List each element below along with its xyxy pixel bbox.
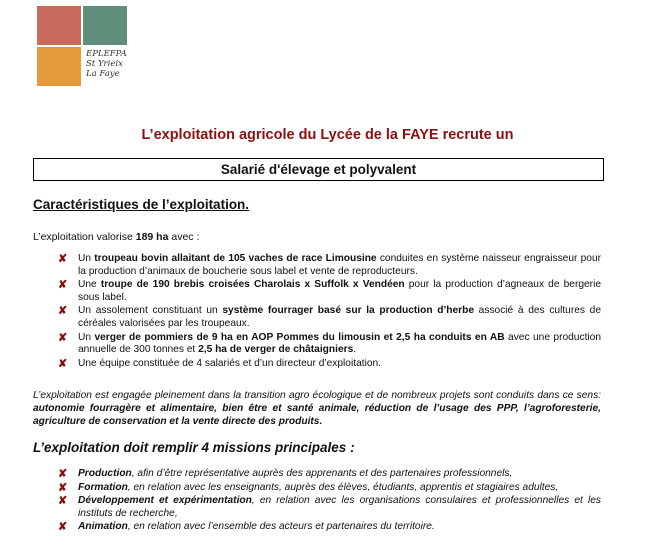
characteristic-item: [58, 358, 601, 371]
cross-bullet-icon: ✘: [58, 253, 68, 265]
text-run: conduites en système naisseur engraisseur pour la production d’animaux de boucherie sous label et vente de reproducteurs.: [78, 253, 602, 277]
text-run: , en relation avec les organisations consulaires et professionnelles et les instituts de recherche,: [78, 495, 601, 519]
bold-text: Animation: [78, 521, 128, 533]
job-title-box: [33, 158, 604, 181]
logo-tree-quadrant-orange: [37, 47, 81, 86]
intro-suffix: avec :: [168, 231, 200, 243]
mission-item: [58, 468, 601, 481]
section-title-characteristics: Caractéristiques de l’exploitation.: [33, 197, 250, 212]
text-run: Un assolement constituant un: [78, 305, 223, 317]
bold-text: Production: [78, 468, 132, 479]
cross-bullet-icon: ✘: [58, 279, 68, 292]
logo-line: EPLEFPA: [86, 49, 127, 59]
headline: L’exploitation agricole du Lycée de la FAYE recrute un: [141, 127, 514, 143]
text-run: avec une production annuelle de 300 tonnes et: [78, 331, 601, 356]
text-run: Une équipe constituée de 4 salariés et d’un directeur d’exploitation.: [78, 357, 381, 369]
characteristic-item: [58, 253, 601, 278]
intro-text: [33, 231, 199, 243]
cross-bullet-icon: ✘: [58, 481, 68, 494]
bold-text: autonomie fourragère et alimentaire, bien être et santé animale, réduction de l’usage des PPP, l’agroforesterie, agriculture de conservation et la vente directe des produits.: [33, 403, 601, 427]
logo-line: La Faye: [86, 69, 120, 79]
cross-bullet-icon: ✘: [58, 357, 68, 370]
cross-bullet-icon: ✘: [58, 495, 68, 508]
text-run: , en relation avec l’ensemble des acteurs et partenaires du territoire.: [127, 521, 435, 533]
text-run: Une: [78, 279, 101, 291]
mission-item: [58, 482, 601, 495]
characteristic-item: [58, 305, 601, 330]
job-title: Salarié d'élevage et polyvalent: [220, 162, 417, 177]
bold-text: Formation: [78, 481, 128, 493]
cross-bullet-icon: ✘: [58, 305, 68, 318]
text-run: Un: [78, 331, 95, 343]
bold-text: verger de pommiers de 9 ha en AOP Pommes du limousin et 2,5 ha conduits en AB: [94, 331, 505, 343]
text-run: pour la production d’agneaux de bergerie sous label.: [78, 279, 601, 303]
text-run: , en relation avec les enseignants, auprès des élèves, étudiants, apprentis et stagiaires adultes,: [127, 481, 559, 493]
cross-bullet-icon: ✘: [58, 521, 68, 534]
characteristic-item: [58, 279, 601, 304]
bold-text: système fourrager basé sur la production d’herbe: [222, 305, 475, 317]
logo-line: St Yrieix: [86, 59, 123, 69]
characteristics-list: [58, 253, 601, 371]
logo-tree-quadrant-green: [83, 6, 127, 45]
logo-text-quadrant: [83, 47, 127, 86]
cross-bullet-icon: ✘: [58, 468, 68, 480]
cross-bullet-icon: ✘: [58, 331, 68, 344]
text-run: associé à des cultures de céréales valorisées par les troupeaux.: [78, 305, 601, 329]
school-logo: [37, 6, 129, 91]
text-run: Un: [78, 253, 95, 264]
mission-item: [58, 521, 601, 534]
mission-item: [58, 495, 601, 520]
bold-text: Développement et expérimentation: [78, 495, 252, 507]
intro-prefix: L’exploitation valorise: [33, 231, 136, 243]
intro-area: 189 ha: [135, 231, 169, 243]
bold-text: 2,5 ha de verger de châtaigniers: [198, 344, 354, 356]
text-run: .: [353, 344, 357, 356]
text-run: , afin d’être représentative auprès des apprenants et des partenaires professionnels,: [131, 468, 513, 479]
bold-text: troupe de 190 brebis croisées Charolais x Suffolk x Vendéen: [100, 279, 405, 291]
section-title-missions: L’exploitation doit remplir 4 missions principales :: [33, 440, 355, 455]
logo-tree-quadrant-red: [37, 6, 81, 45]
bold-text: troupeau bovin allaitant de 105 vaches de race Limousine: [94, 253, 377, 264]
missions-list: [58, 468, 601, 535]
text-run: L’exploitation est engagée pleinement dans la transition agro écologique et de nombreux projets sont conduits dans ce sens:: [33, 390, 601, 401]
characteristic-item: [58, 332, 601, 357]
engagement-paragraph: [33, 389, 601, 428]
